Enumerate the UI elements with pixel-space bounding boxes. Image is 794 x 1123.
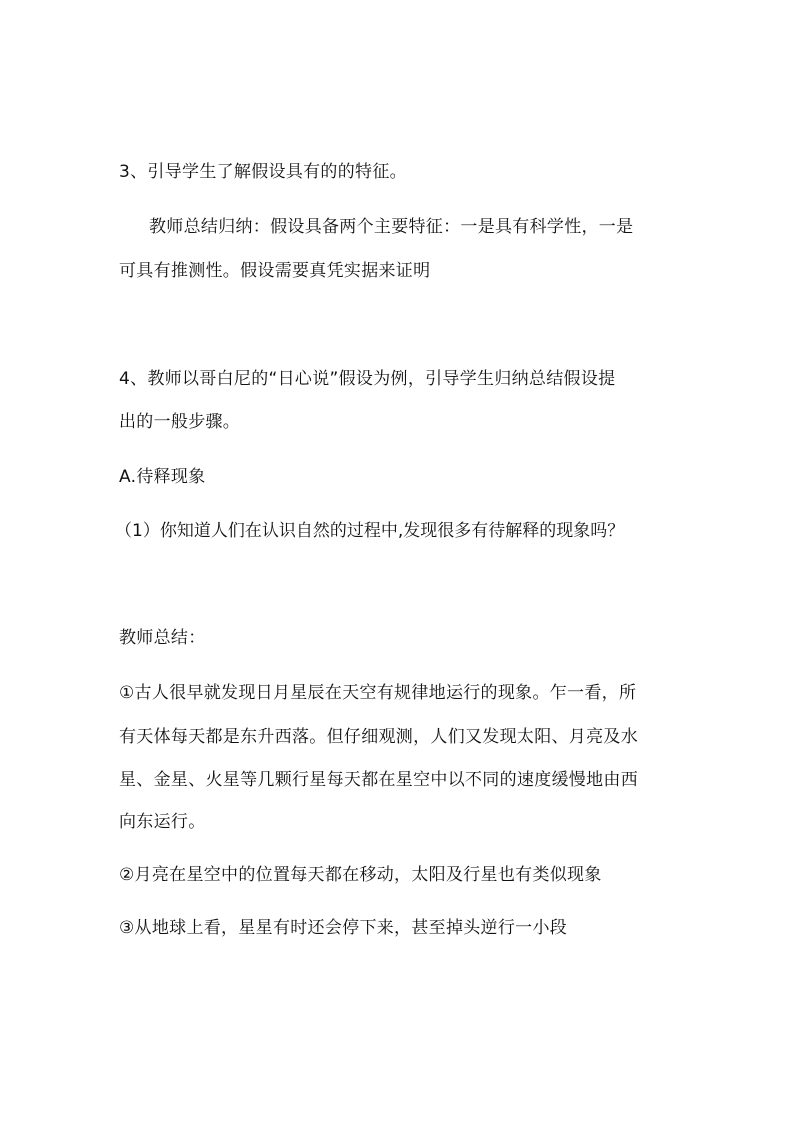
section4-subheading: A.待释现象 xyxy=(119,467,206,487)
item1-line1: ①古人很早就发现日月星辰在天空有规律地运行的现象。乍一看，所 xyxy=(119,683,637,703)
item3: ③从地球上看，星星有时还会停下来，甚至掉头逆行一小段 xyxy=(119,918,568,938)
item1-line2: 有天体每天都是东升西落。但仔细观测，人们又发现太阳、月亮及水 xyxy=(119,727,638,747)
section4-heading-line1: 4、教师以哥白尼的“日心说”假设为例，引导学生归纳总结假设提 xyxy=(119,369,616,389)
item2: ②月亮在星空中的位置每天都在移动，太阳及行星也有类似现象 xyxy=(119,865,602,885)
item1-line3: 星、金星、火星等几颗行星每天都在星空中以不同的速度缓慢地由西 xyxy=(119,770,638,790)
teacher-summary-label: 教师总结： xyxy=(119,628,206,648)
section3-summary-line2: 可具有推测性。假设需要真凭实据来证明 xyxy=(119,261,431,281)
item1-line4: 向东运行。 xyxy=(119,812,206,832)
section3-heading: 3、引导学生了解假设具有的的特征。 xyxy=(119,162,407,182)
section4-heading-line2: 出的一般步骤。 xyxy=(119,412,241,432)
section4-question: （1）你知道人们在认识自然的过程中,发现很多有待解释的现象吗？ xyxy=(115,521,625,541)
section3-summary-line1: 教师总结归纳：假设具备两个主要特征：一是具有科学性，一是 xyxy=(149,217,634,237)
